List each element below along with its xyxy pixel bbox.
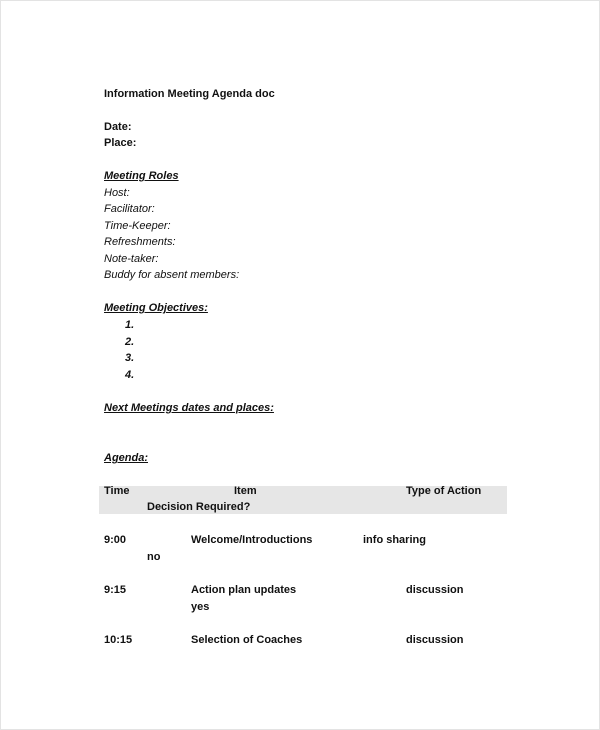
meeting-objectives-heading: Meeting Objectives: [104,302,208,314]
role-note-taker: Note-taker: [104,253,159,265]
column-header-decision: Decision Required? [147,501,251,513]
role-refreshments: Refreshments: [104,236,176,248]
role-time-keeper: Time-Keeper: [104,220,171,232]
column-header-time: Time [104,485,130,497]
meeting-roles-heading: Meeting Roles [104,170,179,182]
row-item: Selection of Coaches [191,634,303,646]
row-time: 9:00 [104,534,127,546]
column-header-type: Type of Action [406,485,482,497]
objective-4: 4. [125,369,135,381]
objective-1: 1. [125,319,135,331]
agenda-heading: Agenda: [104,452,148,464]
row-item: Action plan updates [191,584,297,596]
row-type: discussion [406,634,464,646]
row-decision: no [147,551,161,563]
row-type: info sharing [363,534,426,546]
role-facilitator: Facilitator: [104,203,155,215]
date-label: Date: [104,121,132,133]
role-buddy: Buddy for absent members: [104,269,240,281]
row-item: Welcome/Introductions [191,534,313,546]
row-type: discussion [406,584,464,596]
objective-3: 3. [125,352,135,364]
column-header-item: Item [234,485,257,497]
next-meetings-heading: Next Meetings dates and places: [104,402,274,414]
row-time: 10:15 [104,634,133,646]
objective-2: 2. [125,336,135,348]
row-time: 9:15 [104,584,127,596]
document-title: Information Meeting Agenda doc [104,88,275,100]
role-host: Host: [104,187,130,199]
place-label: Place: [104,137,137,149]
row-decision: yes [191,601,210,613]
